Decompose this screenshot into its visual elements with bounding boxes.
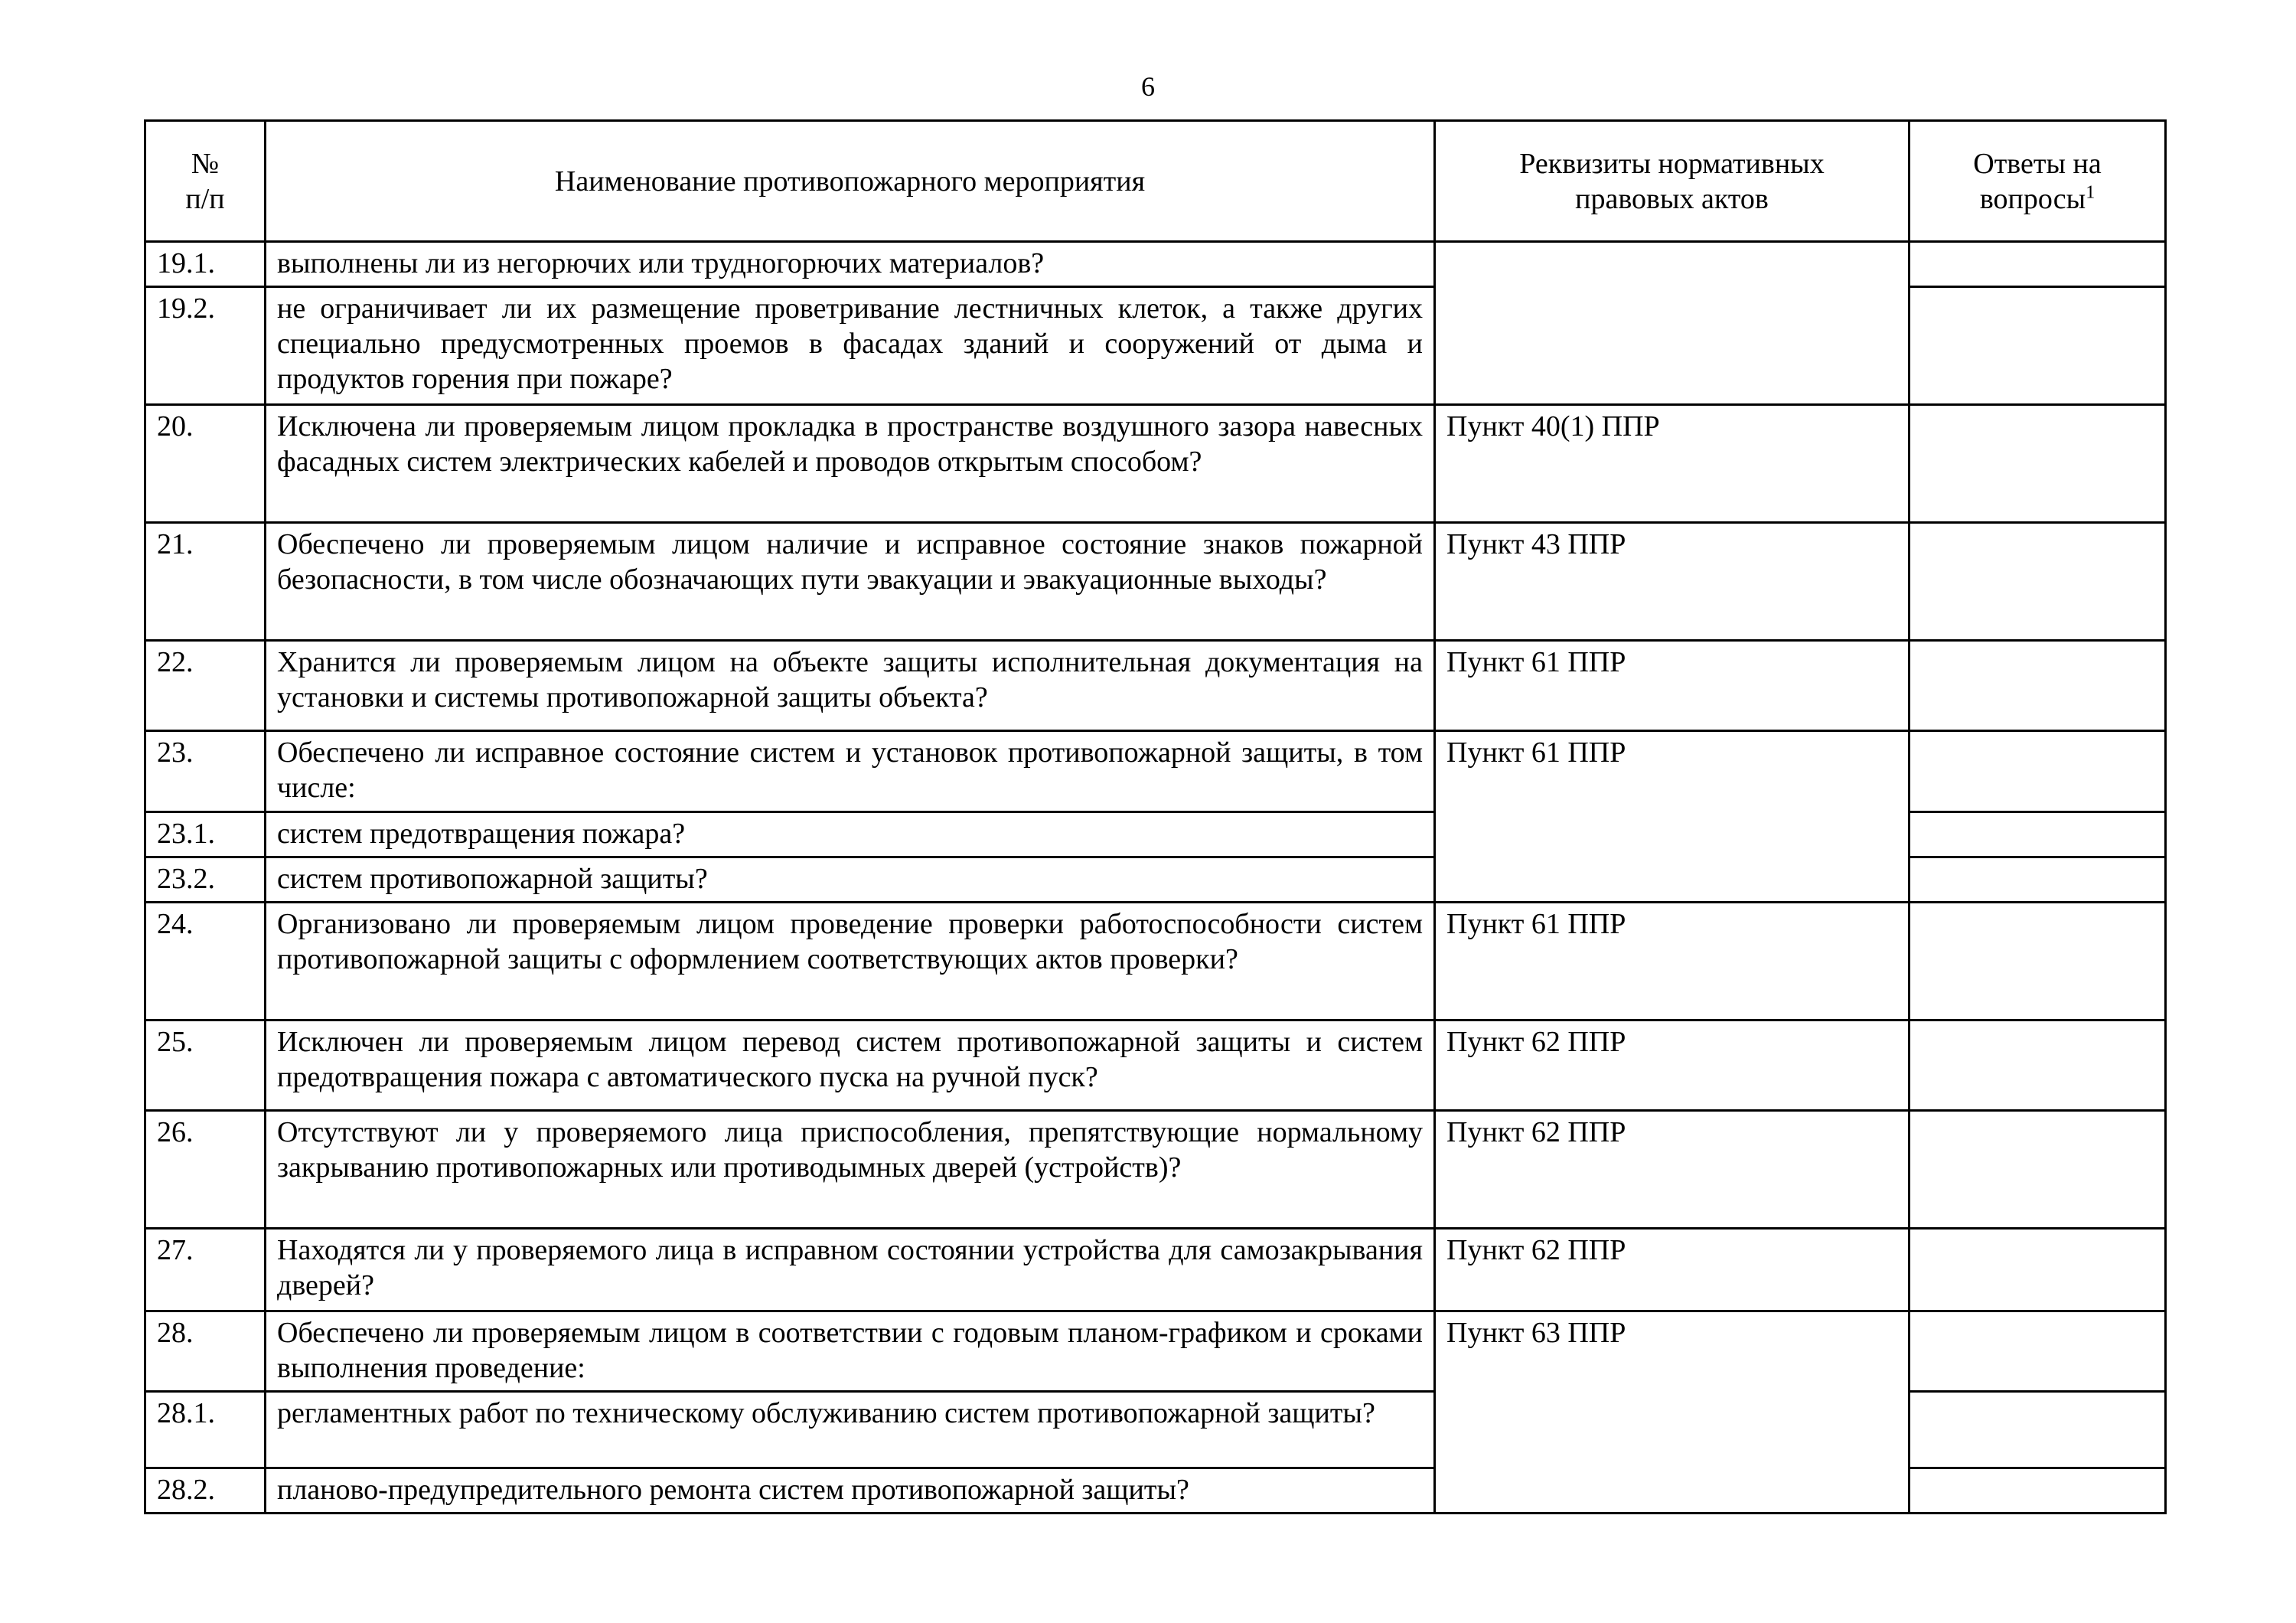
row-text: выполнены ли из негорючих или трудногорючих материалов? (266, 242, 1435, 287)
table-row (145, 242, 2166, 287)
row-text: Исключена ли проверяемым лицом прокладка в пространстве воздушного зазора навесных фасадных систем электрических кабелей и проводов открытым способом? (266, 405, 1435, 523)
row-number: 20. (145, 405, 266, 523)
row-number: 24. (145, 903, 266, 1020)
row-number: 21. (145, 523, 266, 641)
row-number: 28.2. (145, 1468, 266, 1514)
answer-cell[interactable] (1910, 812, 2166, 857)
row-number: 28. (145, 1311, 266, 1392)
row-requisite: Пункт 62 ППР (1435, 1020, 1910, 1111)
row-text: не ограничивает ли их размещение проветривание лестничных клеток, а также других специально предусмотренных проемов в фасадах зданий и сооружений от дыма и продуктов горения при пожаре? (266, 287, 1435, 405)
row-text: Обеспечено ли проверяемым лицом наличие и исправное состояние знаков пожарной безопасности, в том числе обозначающих пути эвакуации и эвакуационные выходы? (266, 523, 1435, 641)
table-row (145, 903, 2166, 1020)
answer-cell[interactable] (1910, 242, 2166, 287)
row-text: Исключен ли проверяемым лицом перевод систем противопожарной защиты и систем предотвращения пожара с автоматического пуска на ручной пуск? (266, 1020, 1435, 1111)
table-row (145, 731, 2166, 812)
row-text: Находятся ли у проверяемого лица в исправном состоянии устройства для самозакрывания дверей? (266, 1229, 1435, 1311)
row-text: Обеспечено ли проверяемым лицом в соответствии с годовым планом-графиком и сроками выполнения проведение: (266, 1311, 1435, 1392)
table-row (145, 641, 2166, 731)
row-requisite: Пункт 62 ППР (1435, 1229, 1910, 1311)
row-number: 27. (145, 1229, 266, 1311)
answer-cell[interactable] (1910, 1111, 2166, 1229)
row-text: Отсутствуют ли у проверяемого лица приспособления, препятствующие нормальному закрыванию противопожарных или противодымных дверей (устройств)? (266, 1111, 1435, 1229)
answer-cell[interactable] (1910, 1311, 2166, 1392)
header-requisites-line2: правовых актов (1575, 182, 1769, 215)
answer-cell[interactable] (1910, 287, 2166, 405)
row-text: систем противопожарной защиты? (266, 857, 1435, 903)
table-row (145, 1311, 2166, 1392)
table-row (145, 523, 2166, 641)
header-answers-line1: Ответы на (1973, 147, 2102, 180)
row-number: 23. (145, 731, 266, 812)
table-row (145, 1111, 2166, 1229)
row-text: систем предотвращения пожара? (266, 812, 1435, 857)
row-requisite: Пункт 40(1) ППР (1435, 405, 1910, 523)
header-requisites-line1: Реквизиты нормативных (1519, 147, 1825, 180)
answer-cell[interactable] (1910, 1020, 2166, 1111)
checklist-table (144, 119, 2167, 1514)
page-number: 6 (1141, 71, 1155, 102)
row-number: 25. (145, 1020, 266, 1111)
row-text: Хранится ли проверяемым лицом на объекте защиты исполнительная документация на установки и системы противопожарной защиты объекта? (266, 641, 1435, 731)
header-name: Наименование противопожарного мероприятия (266, 121, 1435, 242)
header-number-line1: № (191, 147, 220, 180)
table-header-row (145, 121, 2166, 242)
row-requisite: Пункт 61 ППР (1435, 641, 1910, 731)
row-number: 23.1. (145, 812, 266, 857)
answer-cell[interactable] (1910, 405, 2166, 523)
header-number-line2: п/п (185, 182, 225, 215)
header-requisites (1435, 121, 1910, 242)
answer-cell[interactable] (1910, 857, 2166, 903)
row-number: 23.2. (145, 857, 266, 903)
answer-cell[interactable] (1910, 641, 2166, 731)
row-requisite: Пункт 61 ППР (1435, 731, 1910, 903)
answer-cell[interactable] (1910, 903, 2166, 1020)
header-answers-line2: вопросы (1979, 182, 2086, 215)
row-number: 19.1. (145, 242, 266, 287)
answer-cell[interactable] (1910, 1392, 2166, 1468)
row-requisite: Пункт 43 ППР (1435, 523, 1910, 641)
row-number: 28.1. (145, 1392, 266, 1468)
answer-cell[interactable] (1910, 1468, 2166, 1514)
row-number: 26. (145, 1111, 266, 1229)
table-row (145, 1229, 2166, 1311)
row-number: 19.2. (145, 287, 266, 405)
answer-cell[interactable] (1910, 731, 2166, 812)
row-requisite: Пункт 63 ППР (1435, 1311, 1910, 1514)
answer-cell[interactable] (1910, 1229, 2166, 1311)
row-text: планово-предупредительного ремонта систем противопожарной защиты? (266, 1468, 1435, 1514)
row-requisite (1435, 242, 1910, 405)
header-answers (1910, 121, 2166, 242)
row-number: 22. (145, 641, 266, 731)
row-text: Организовано ли проверяемым лицом проведение проверки работоспособности систем противопожарной защиты с оформлением соответствующих актов проверки? (266, 903, 1435, 1020)
row-requisite: Пункт 62 ППР (1435, 1111, 1910, 1229)
table-row (145, 405, 2166, 523)
answer-cell[interactable] (1910, 523, 2166, 641)
row-text: регламентных работ по техническому обслуживанию систем противопожарной защиты? (266, 1392, 1435, 1468)
table-row (145, 1020, 2166, 1111)
header-number (145, 121, 266, 242)
footnote-marker: 1 (2086, 181, 2095, 202)
row-requisite: Пункт 61 ППР (1435, 903, 1910, 1020)
row-text: Обеспечено ли исправное состояние систем и установок противопожарной защиты, в том числе: (266, 731, 1435, 812)
